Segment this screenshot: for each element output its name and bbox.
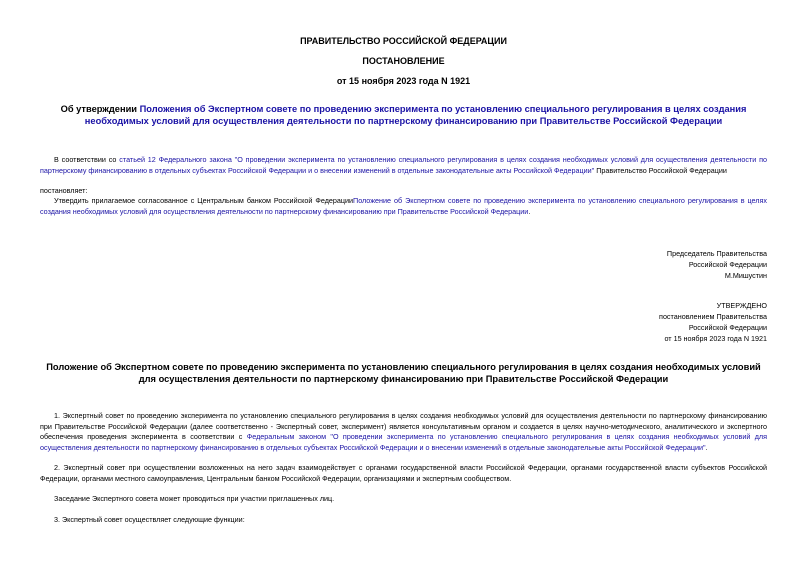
clause-1-text: 1. Экспертный совет по проведению эксперимента по установлению специального регулирования в целях создания необходимых условий для осуществления деятельности по партнерскому финансированию при Правительстве Российской Федерации (далее соответственно - Экспертный совет, эксперимент) является консультативным органом и создается в целях научно-методического, аналитического и экспертного обеспечения проведения эксперимента в соответствии с bbox=[40, 411, 767, 442]
federal-law-link[interactable]: Федеральным законом "О проведении эксперимента по установлению специального регулирования в целях создания необходимых условий для осуществления деятельности по партнерскому финансированию в отдельных субъектах Российской Федерации и о внесении изменений в отдельные законодательные акты Российской Федерации" bbox=[40, 432, 767, 452]
regulation-link[interactable]: Положения об Экспертном совете по проведению эксперимента по установлению специального регулирования в целях создания необходимых условий для осуществления деятельности по партнерскому финансированию при Правительстве Российской Федерации bbox=[84, 104, 747, 126]
signature-block bbox=[667, 248, 767, 281]
approve-text: Утвердить прилагаемое согласованное с Центральным банком Российской Федерации bbox=[54, 196, 354, 205]
preamble-text-end: Правительство Российской Федерации bbox=[594, 165, 727, 175]
clause-2: 2. Экспертный совет при осуществлении возложенных на него задач взаимодействует с органами государственной власти Российской Федерации, органами государственной власти субъектов Российской Федерации, органами местного самоуправления, Центральным банком Российской Федерации, организациями и экспертным сообществом. bbox=[40, 463, 767, 483]
clause-3: 3. Экспертный совет осуществляет следующие функции: bbox=[54, 515, 245, 524]
signature-line-1: Председатель Правительства bbox=[666, 249, 767, 258]
approve-paragraph bbox=[40, 196, 767, 217]
resolves-label: постановляет: bbox=[40, 186, 88, 195]
approved-stamp: УТВЕРЖДЕНО bbox=[716, 301, 767, 310]
document-type: ПОСТАНОВЛЕНИЕ bbox=[362, 56, 445, 66]
federal-law-article-link[interactable]: статьей 12 Федерального закона "О проведении эксперимента по установлению специального регулирования в целях создания необходимых условий для осуществления деятельности по партнерскому финансированию в отдельных субъектах Российской Федерации и о внесении изменений в отдельные законодательные акты Российской Федерации" bbox=[40, 155, 768, 175]
clause-1-end: . bbox=[705, 442, 708, 452]
preamble-paragraph bbox=[40, 155, 767, 176]
document-date: от 15 ноября 2023 года N 1921 bbox=[336, 76, 471, 86]
signature-name: М.Мишустин bbox=[724, 271, 767, 280]
approved-block bbox=[659, 300, 767, 344]
approved-line-2: постановлением Правительства bbox=[659, 312, 767, 321]
clause-2-meeting: Заседание Экспертного совета может проводиться при участии приглашенных лиц. bbox=[54, 494, 335, 503]
signature-line-2: Российской Федерации bbox=[688, 260, 767, 269]
approved-line-3: Российской Федерации bbox=[688, 323, 767, 332]
clause-1 bbox=[40, 411, 767, 453]
government-heading: ПРАВИТЕЛЬСТВО РОССИЙСКОЙ ФЕДЕРАЦИИ bbox=[300, 36, 507, 46]
approved-regulation-link[interactable]: Положение об Экспертном совете по проведению эксперимента по установлению специального регулирования в целях создания необходимых условий для осуществления деятельности по партнерскому финансированию при Правительстве Российской Федерации bbox=[40, 196, 767, 216]
regulation-heading: Положение об Экспертном совете по проведению эксперимента по установлению специального регулирования в целях создания необходимых условий для осуществления деятельности по партнерскому финансированию при Правительстве Российской Федерации bbox=[46, 362, 761, 384]
resolution-title bbox=[40, 103, 767, 127]
preamble-text: В соответствии со bbox=[54, 155, 120, 164]
approved-date: от 15 ноября 2023 года N 1921 bbox=[664, 334, 767, 343]
title-prefix: Об утверждении bbox=[60, 104, 140, 114]
approve-text-end: . bbox=[528, 206, 531, 216]
